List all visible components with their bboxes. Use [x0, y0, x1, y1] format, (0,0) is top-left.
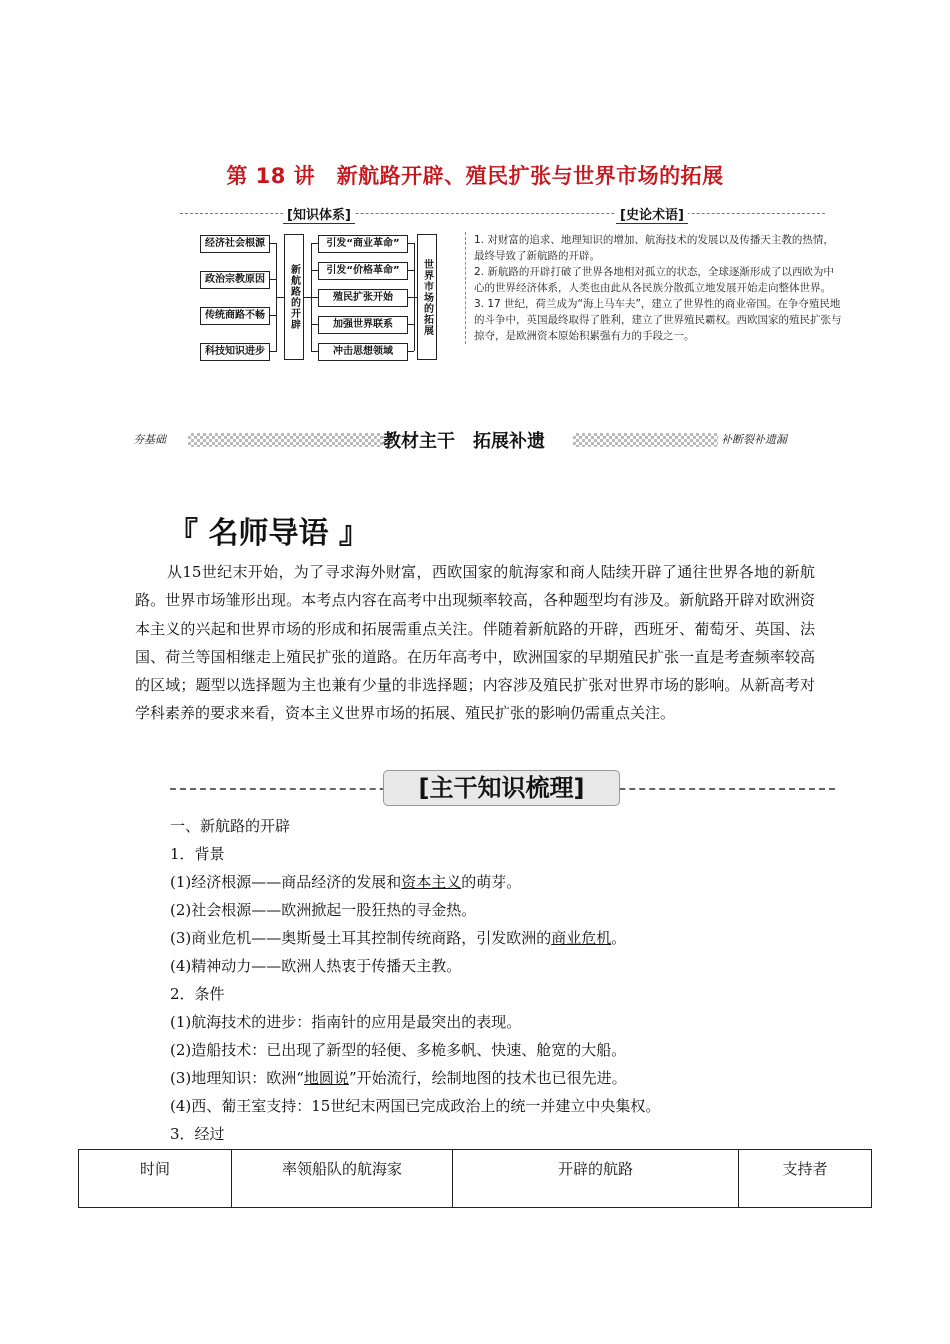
band-title: 教材主干 拓展补遗: [383, 431, 545, 452]
historical-terms-label: [史论术语]: [616, 204, 688, 224]
outline-item: (1)航海技术的进步：指南针的应用是最突出的表现。: [170, 1013, 522, 1031]
outline-item: (3)地理知识：欧洲“地圆说”开始流行，绘制地图的技术也已很先进。: [170, 1069, 627, 1087]
band-pattern: [573, 433, 718, 447]
knowledge-system-label: [知识体系]: [283, 204, 355, 224]
subheading-process: 3．经过: [170, 1125, 225, 1143]
outline-item: (3)商业危机——奥斯曼土耳其控制传统商路，引发欧洲的商业危机。: [170, 929, 627, 947]
term-item: 3. 17 世纪，荷兰成为“海上马车夫”，建立了世界性的商业帝国。在争夺殖民地的斗争中，英国最终取得了胜利，建立了世界殖民霸权。西欧国家的殖民扩张与掠夺，是欧洲资本原始积累强有力的手段之一。: [474, 298, 842, 342]
outline-item: (1)经济根源——商品经济的发展和资本主义的萌芽。: [170, 873, 522, 891]
center-label: 新航路的开辟: [288, 264, 300, 330]
underlined-term: 地圆说: [303, 1069, 349, 1087]
underlined-term: 商业危机: [551, 929, 612, 947]
guide-title: 『 名师导语 』: [168, 516, 369, 551]
outline-item: (2)造船技术：已出现了新型的轻便、多桅多帆、快速、舱宽的大船。: [170, 1041, 627, 1059]
term-item: 1. 对财富的追求、地理知识的增加、航海技术的发展以及传播天主教的热情，最终导致了新航路的开辟。: [474, 234, 834, 262]
cause-box: 科技知识进步: [200, 343, 270, 361]
effect-box: 冲击思想领域: [318, 343, 408, 361]
guide-body: 从15世纪末开始，为了寻求海外财富，西欧国家的航海家和商人陆续开辟了通往世界各地的新航路。世界市场雏形出现。本考点内容在高考中出现频率较高，各种题型均有涉及。新航路开辟对欧洲资本主义的兴起和世界市场的形成和拓展需重点关注。伴随着新航路的开辟，西班牙、葡萄牙、英国、法国、荷兰等国相继走上殖民扩张的道路。在历年高考中，欧洲国家的早期殖民扩张一直是考查频率较高的区域；题型以选择题为主也兼有少量的非选择题；内容涉及殖民扩张对世界市场的影响。从新高考对学科素养的要求来看，资本主义世界市场的拓展、殖民扩张的影响仍需重点关注。: [135, 563, 815, 723]
section-heading: 一、新航路的开辟: [170, 817, 291, 835]
outline-item: (4)精神动力——欧洲人热衷于传播天主教。: [170, 957, 462, 975]
world-market-box: [417, 234, 437, 360]
voyages-table: [78, 1149, 872, 1208]
effect-box: 加强世界联系: [318, 316, 408, 334]
effect-box: 殖民扩张开始: [318, 289, 408, 307]
band-right-label: 补断裂补遗漏: [721, 433, 787, 446]
outline-item: (4)西、葡王室支持：15世纪末两国已完成政治上的统一并建立中央集权。: [170, 1097, 661, 1115]
effect-box: 引发“商业革命”: [318, 235, 408, 253]
subheading-background: 1．背景: [170, 845, 225, 863]
terms-list: [465, 232, 844, 344]
band-left-label: 夯基础: [133, 433, 166, 446]
underlined-term: 资本主义: [401, 873, 462, 891]
main-title: [主干知识梳理]: [383, 770, 620, 806]
column-header: 开辟的航路: [453, 1150, 739, 1208]
band-pattern: [188, 433, 383, 447]
world-market-label: 世界市场的拓展: [421, 258, 433, 336]
column-header: 时间: [79, 1150, 232, 1208]
section-band: [133, 430, 813, 450]
cause-box: 政治宗教原因: [200, 271, 270, 289]
center-box: [284, 234, 304, 360]
outline-item: (2)社会根源——欧洲掀起一股狂热的寻金热。: [170, 901, 477, 919]
cause-box: 传统商路不畅: [200, 307, 270, 325]
lesson-title: 第 18 讲 新航路开辟、殖民扩张与世界市场的拓展: [226, 164, 724, 188]
subheading-conditions: 2．条件: [170, 985, 225, 1003]
header-divider: [180, 213, 825, 214]
column-header: 率领船队的航海家: [232, 1150, 453, 1208]
term-item: 2. 新航路的开辟打破了世界各地相对孤立的状态，全球逐渐形成了以西欧为中心的世界经济体系，人类也由此从各民族分散孤立地发展开始走向整体世界。: [474, 266, 834, 294]
effect-box: 引发“价格革命”: [318, 262, 408, 280]
cause-box: 经济社会根源: [200, 235, 270, 253]
column-header: 支持者: [739, 1150, 872, 1208]
table-header-row: [79, 1150, 872, 1208]
